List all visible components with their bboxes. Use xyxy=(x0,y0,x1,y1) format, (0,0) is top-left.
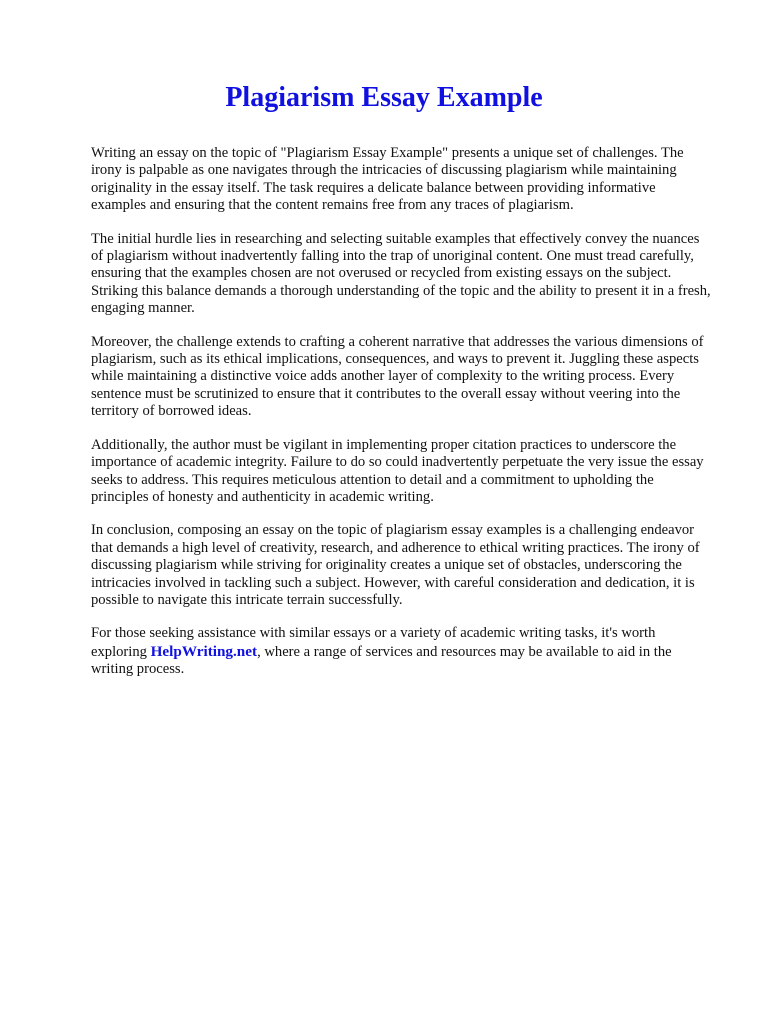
closing-text-before-link: For those seeking assistance with similar essays or a variety of academic writing tasks, it's worth exploring xyxy=(91,625,656,660)
paragraph-1: Writing an essay on the topic of "Plagiarism Essay Example" presents a unique set of challenges. The irony is palpable as one navigates through the intricacies of discussing plagiarism while maintaining originality in the essay itself. The task requires a delicate balance between providing informative examples and ensuring that the content remains free from any traces of plagiarism. xyxy=(91,145,684,214)
closing-paragraph xyxy=(91,625,712,678)
paragraph-2: The initial hurdle lies in researching and selecting suitable examples that effectively convey the nuances of plagiarism without inadvertently falling into the trap of unoriginal content. One must tread carefully, ensuring that the examples chosen are not overused or recycled from existing essays on the subject. Striking this balance demands a thorough understanding of the topic and the ability to present it in a fresh, engaging manner. xyxy=(91,230,711,317)
closing-text-after-link: , where a range of services and resources may be available to aid in the writing process. xyxy=(91,643,672,678)
paragraph-4: Additionally, the author must be vigilant in implementing proper citation practices to underscore the importance of academic integrity. Failure to do so could inadvertently perpetuate the very issue the essay seeks to address. This requires meticulous attention to detail and a commitment to upholding the principles of honesty and authenticity in academic writing. xyxy=(91,436,704,505)
paragraph-5: In conclusion, composing an essay on the topic of plagiarism essay examples is a challenging endeavor that demands a high level of creativity, research, and adherence to ethical writing practices. The irony of discussing plagiarism while striving for originality creates a unique set of obstacles, underscoring the intricacies involved in tackling such a subject. However, with careful consideration and dedication, it is possible to navigate this intricate terrain successfully. xyxy=(91,522,700,608)
paragraph-3: Moreover, the challenge extends to crafting a coherent narrative that addresses the various dimensions of plagiarism, such as its ethical implications, consequences, and ways to prevent it. Juggling these aspects while maintaining a distinctive voice adds another layer of complexity to the writing process. Every sentence must be scrutinized to ensure that it contributes to the overall essay without veering into the territory of borrowed ideas. xyxy=(91,333,704,420)
document-title: Plagiarism Essay Example xyxy=(225,82,543,113)
helpwriting-link[interactable]: HelpWriting.net xyxy=(150,642,258,660)
